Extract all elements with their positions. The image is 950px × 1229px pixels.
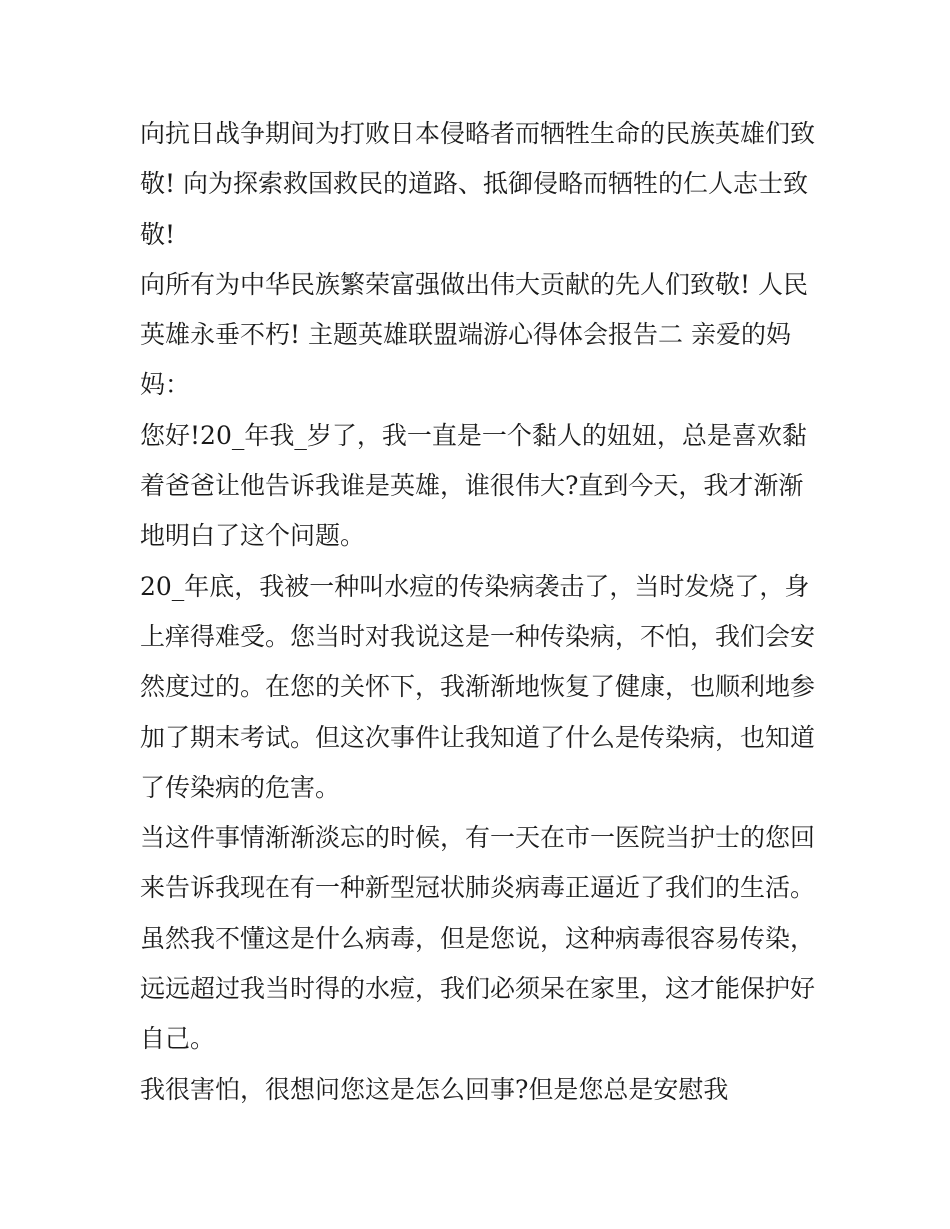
text-line: 上痒得难受。您当时对我说这是一种传染病，不怕，我们会安 [140,621,816,651]
text-line: 来告诉我现在有一种新型冠状肺炎病毒正逼近了我们的生活。 [140,873,816,903]
text-line: 自己。 [140,1024,216,1054]
text-line: 着爸爸让他告诉我谁是英雄，谁很伟大?直到今天，我才渐渐 [140,471,804,501]
document-body [140,109,816,1115]
text-line: 了传染病的危害。 [140,772,341,802]
text-line: 地明白了这个问题。 [140,521,366,551]
text-line: 20_年底，我被一种叫水痘的传染病袭击了，当时发烧了，身 [140,571,810,601]
text-line: 虽然我不懂这是什么病毒，但是您说，这种病毒很容易传染， [140,923,816,953]
text-line: 加了期末考试。但这次事件让我知道了什么是传染病，也知道 [140,722,816,752]
text-line: 远远超过我当时得的水痘，我们必须呆在家里，这才能保护好 [140,974,816,1004]
text-line: 敬! [140,219,176,249]
text-line: 向抗日战争期间为打败日本侵略者而牺牲生命的民族英雄们致 [140,119,816,148]
text-line: 英雄永垂不朽! 主题英雄联盟端游心得体会报告二 亲爱的妈 [140,320,791,350]
text-line: 向所有为中华民族繁荣富强做出伟大贡献的先人们致敬! 人民 [140,269,808,299]
text-line: 敬! 向为探索救国救民的道路、抵御侵略而牺牲的仁人志士致 [140,169,808,199]
text-line: 然度过的。在您的关怀下，我渐渐地恢复了健康，也顺利地参 [140,672,816,702]
text-line: 您好!20_年我_岁了，我一直是一个黏人的妞妞，总是喜欢黏 [140,420,807,450]
text-line: 妈： [140,370,191,400]
text-line: 当这件事情渐渐淡忘的时候，有一天在市一医院当护士的您回 [140,823,816,853]
text-line: 我很害怕，很想问您这是怎么回事?但是您总是安慰我 [140,1074,729,1104]
